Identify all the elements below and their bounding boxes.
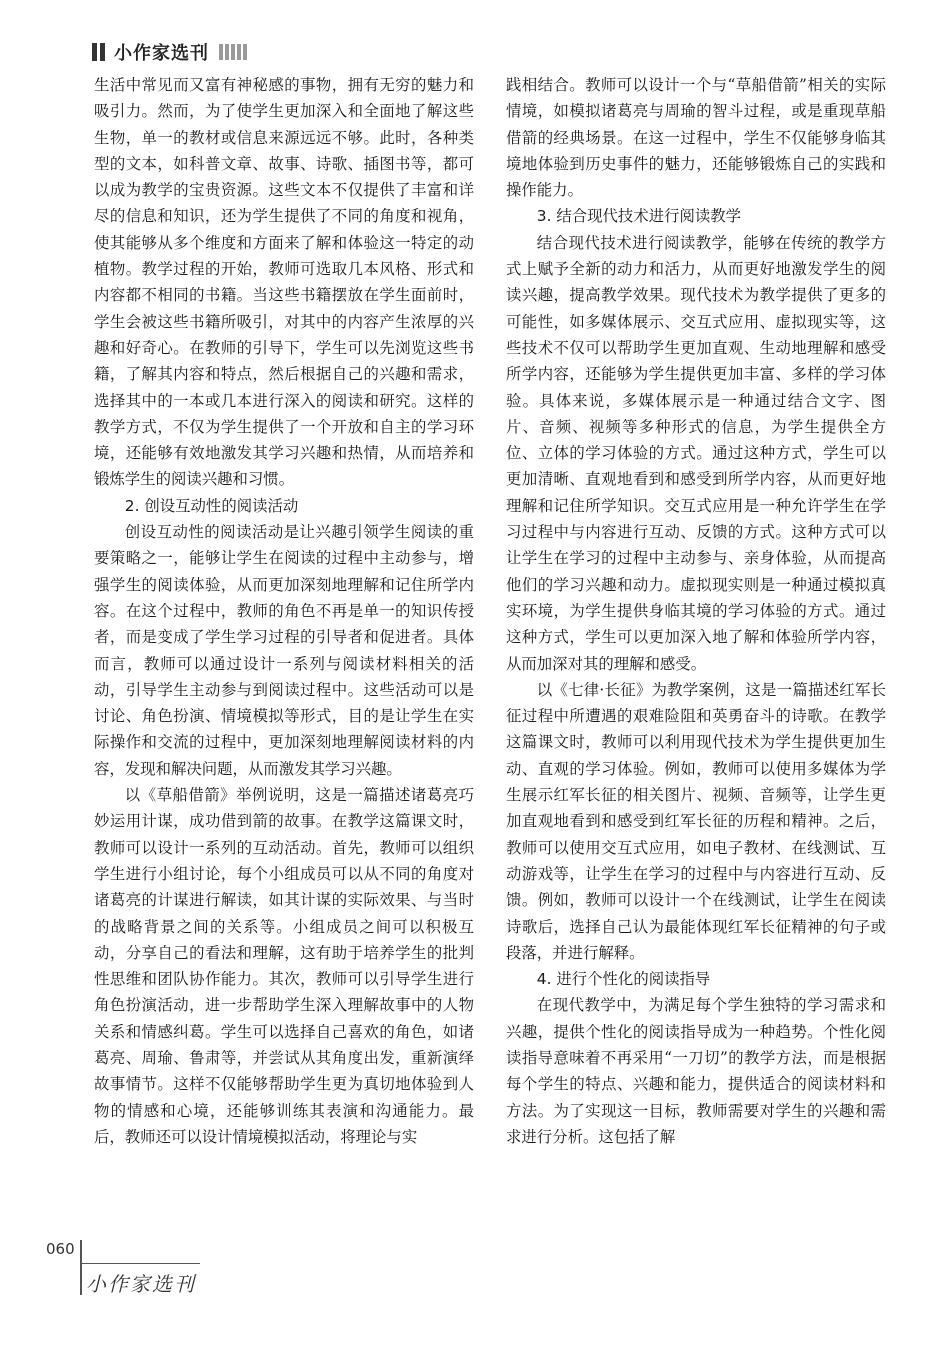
header-bar-icon [225, 44, 229, 60]
left-column [94, 72, 474, 1150]
footer-divider [80, 1240, 82, 1295]
footer-divider [80, 1263, 200, 1264]
header-bar-icon [231, 44, 235, 60]
paragraph: 以《七律·长征》为教学案例，这是一篇描述红军长征过程中所遭遇的艰难险阻和英勇奋斗的诗歌。在教学这篇课文时，教师可以利用现代技术为学生提供更加生动、直观的学习体验。例如，教师可以使用多媒体为学生展示红军长征的相关图片、视频、音频等，让学生更加直观地看到和感受到红军长征的历程和精神。之后，教师可以使用交互式应用，如电子教材、在线测试、互动游戏等，让学生在学习的过程中与内容进行互动、反馈。例如，教师可以设计一个在线测试，让学生在阅读诗歌后，选择自己认为最能体现红军长征精神的句子或段落，并进行解释。 [506, 680, 886, 962]
journal-title: 小作家选刊 [114, 43, 209, 64]
page-number: 060 [46, 1240, 75, 1258]
running-header [92, 40, 249, 64]
header-bar-icon [243, 44, 247, 60]
paragraph: 在现代教学中，为满足每个学生独特的学习需求和兴趣，提供个性化的阅读指导成为一种趋势。个性化阅读指导意味着不再采用“一刀切”的教学方法，而是根据每个学生的特点、兴趣和能力，提供适合的阅读材料和方法。为了实现这一目标，教师需要对学生的兴趣和需求进行分析。这包括了解 [506, 996, 886, 1146]
paragraph: 以《草船借箭》举例说明，这是一篇描述诸葛亮巧妙运用计谋，成功借到箭的故事。在教学这篇课文时，教师可以设计一系列的互动活动。首先，教师可以组织学生进行小组讨论，每个小组成员可以从不同的角度对诸葛亮的计谋进行解读，如其计谋的实际效果、与当时的战略背景之间的关系等。小组成员之间可以积极互动，分享自己的看法和理解，这有助于培养学生的批判性思维和团队协作能力。其次，教师可以引导学生进行角色扮演活动，进一步帮助学生深入理解故事中的人物关系和情感纠葛。学生可以选择自己喜欢的角色，如诸葛亮、周瑜、鲁肃等，并尝试从其角度出发，重新演绎故事情节。这样不仅能够帮助学生更为真切地体验到人物的情感和心境，还能够训练其表演和沟通能力。最后，教师还可以设计情境模拟活动，将理论与实 [94, 786, 474, 1146]
section-heading: 3. 结合现代技术进行阅读教学 [536, 207, 742, 226]
paragraph: 生活中常见而又富有神秘感的事物，拥有无穷的魅力和吸引力。然而，为了使学生更加深入和全面地了解这些生物，单一的教材或信息来源远远不够。此时，各种类型的文本，如科普文章、故事、诗歌、插图书等，都可以成为教学的宝贵资源。这些文本不仅提供了丰富和详尽的信息和知识，还为学生提供了不同的角度和视角，使其能够从多个维度和方面来了解和体验这一特定的动植物。教学过程的开始，教师可选取几本风格、形式和内容都不相同的书籍。当这些书籍摆放在学生面前时，学生会被这些书籍所吸引，对其中的内容产生浓厚的兴趣和好奇心。在教师的引导下，学生可以先浏览这些书籍，了解其内容和特点，然后根据自己的兴趣和需求，选择其中的一本或几本进行深入的阅读和研究。这样的教学方式，不仅为学生提供了一个开放和自主的学习环境，还能够有效地激发其学习兴趣和热情，从而培养和锻炼学生的阅读兴趣和习惯。 [94, 76, 474, 489]
paragraph: 创设互动性的阅读活动是让兴趣引领学生阅读的重要策略之一，能够让学生在阅读的过程中主动参与，增强学生的阅读体验，从而更加深刻地理解和记住所学内容。在这个过程中，教师的角色不再是单一的知识传授者，而是变成了学生学习过程的引导者和促进者。具体而言，教师可以通过设计一系列与阅读材料相关的活动，引导学生主动参与到阅读过程中。这些活动可以是讨论、角色扮演、情境模拟等形式，目的是让学生在实际操作和交流的过程中，更加深刻地理解阅读材料的内容，发现和解决问题，从而激发其学习兴趣。 [94, 523, 474, 778]
header-bar-icon [219, 44, 223, 60]
paragraph: 践相结合。教师可以设计一个与“草船借箭”相关的实际情境，如模拟诸葛亮与周瑜的智斗过程，或是重现草船借箭的经典场景。在这一过程中，学生不仅能够身临其境地体验到历史事件的魅力，还能够锻炼自己的实践和操作能力。 [506, 76, 886, 200]
header-bar-icon [92, 43, 97, 61]
paragraph: 结合现代技术进行阅读教学，能够在传统的教学方式上赋予全新的动力和活力，从而更好地激发学生的阅读兴趣，提高教学效果。现代技术为教学提供了更多的可能性，如多媒体展示、交互式应用、虚拟现实等，这些技术不仅可以帮助学生更加直观、生动地理解和感受所学内容，还能够为学生提供更加丰富、多样的学习体验。具体来说，多媒体展示是一种通过结合文字、图片、音频、视频等多种形式的信息，为学生提供全方位、立体的学习体验的方式。通过这种方式，学生可以更加清晰、直观地看到和感受到所学内容，从而更好地理解和记住所学知识。交互式应用是一种允许学生在学习过程中与内容进行互动、反馈的方式。这种方式可以让学生在学习的过程中主动参与、亲身体验，从而提高他们的学习兴趣和动力。虚拟现实则是一种通过模拟真实环境，为学生提供身临其境的学习体验的方式。通过这种方式，学生可以更加深入地了解和体验所学内容，从而加深对其的理解和感受。 [506, 233, 886, 673]
header-bar-icon [100, 43, 105, 61]
section-heading: 4. 进行个性化的阅读指导 [536, 970, 711, 989]
right-column [506, 72, 886, 1150]
section-heading: 2. 创设互动性的阅读活动 [124, 496, 299, 515]
header-bar-icon [237, 44, 241, 60]
footer-logo: 小作家选刊 [86, 1272, 196, 1296]
